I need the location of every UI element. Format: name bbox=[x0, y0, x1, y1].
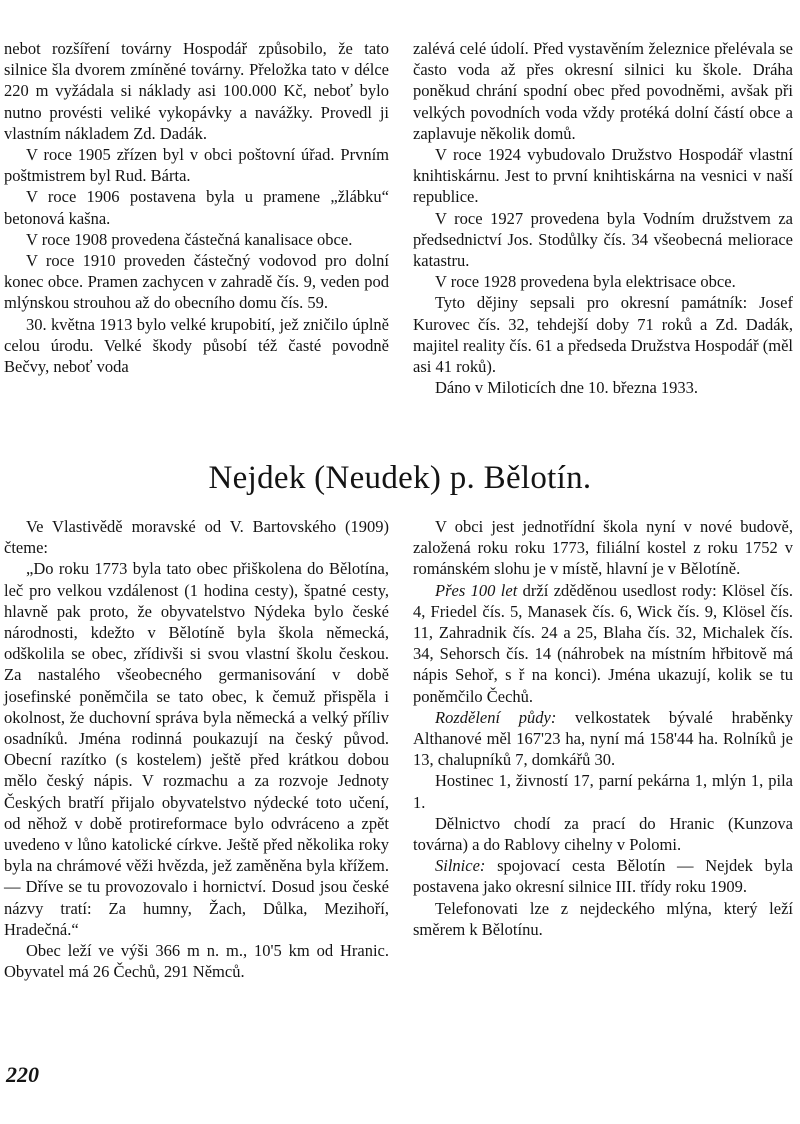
paragraph bbox=[413, 855, 793, 897]
paragraph-lead: Silnice: bbox=[435, 856, 486, 876]
paragraph bbox=[413, 580, 793, 707]
paragraph: V roce 1908 provedena částečná kanalisace obce. bbox=[26, 229, 353, 249]
paragraph: 30. května 1913 bylo velké krupobití, jež zničilo úplně celou úrodu. Velké škody působí též časté povodně Bečvy, neboť voda bbox=[4, 314, 389, 377]
paragraph: Dáno v Miloticích dne 10. března 1933. bbox=[435, 378, 699, 398]
paragraph-text: velkostatek bývalé hraběnky Althanové měl 167'23 ha, nyní má 158'44 ha. Rolníků je 13, chalupníků 7, domkářů 30. bbox=[413, 707, 793, 770]
paragraph: V roce 1928 provedena byla elektrisace obce. bbox=[435, 272, 736, 292]
bottom-right-column bbox=[413, 516, 793, 940]
top-right-column bbox=[413, 38, 793, 398]
bottom-left-column bbox=[4, 516, 389, 982]
paragraph-text: Hostinec 1, živností 17, parní pekárna 1, mlýn 1, pila 1. bbox=[413, 771, 793, 812]
paragraph-lead: Přes 100 let bbox=[435, 580, 518, 600]
paragraph: Obec leží ve výši 366 m n. m., 10'5 km od Hranic. Obyvatel má 26 Čechů, 291 Němců. bbox=[4, 941, 389, 982]
paragraph-text: Telefonovati lze z nejdeckého mlýna, který leží směrem k Bělotínu. bbox=[413, 898, 793, 939]
paragraph: V roce 1905 zřízen byl v obci poštovní úřad. Prvním poštmistrem byl Rud. Bárta. bbox=[4, 145, 389, 186]
paragraph-text: Dělnictvo chodí za prací do Hranic (Kunzova továrna) a do Rablovy cihelny v Polomi. bbox=[413, 813, 793, 855]
section-title: Nejdek (Neudek) p. Bělotín. bbox=[208, 460, 592, 496]
paragraph bbox=[413, 516, 793, 580]
paragraph-text: spojovací cesta Bělotín — Nejdek byla postavena jako okresní silnice III. třídy roku 1909. bbox=[413, 856, 793, 897]
paragraph bbox=[413, 813, 793, 855]
paragraph-text: drží zděděnou usedlost rody: Klösel čís. 4, Friedel čís. 5, Manasek čís. 6, Wick čís. 9, Klösel čís. 11, Zahradnik čís. 24 a 25, Blaha čís. 32, Michalek čís. 34, Sehorsch čís. 14 (náhrobek na místním hřbitově má nápis Sehoř, s ř na konci). Jména ukazují, kolik se tu poněmčilo Čechů. bbox=[413, 580, 793, 706]
paragraph-lead: Rozdělení půdy: bbox=[435, 707, 557, 727]
paragraph: V roce 1924 vybudovalo Družstvo Hospodář vlastní knihtiskárnu. Jest to první knihtiskárna na vesnici v naší republice. bbox=[413, 145, 793, 207]
paragraph: Tyto dějiny sepsali pro okresní památník: Josef Kurovec čís. 32, tehdejší doby 71 roků a Zd. Dadák, majitel reality čís. 61 a předseda Družstva Hospodář (měl asi 41 roků). bbox=[413, 293, 793, 377]
paragraph-text: V obci jest jednotřídní škola nyní v nové budově, založená roku roku 1773, filiální kostel z roku 1752 v románském slohu je v místě, hlavní je v Bělotíně. bbox=[413, 517, 793, 579]
paragraph bbox=[413, 898, 793, 940]
paragraph: V roce 1906 postavena byla u pramene „žlábku“ betonová kašna. bbox=[4, 187, 389, 228]
quote-paragraph: „Do roku 1773 byla tato obec přiškolena do Bělotína, leč pro velkou vzdálenost (1 hodina cesty), špatné cesty, hlavně pak proto, že obyvatelstvo Nýdeka bylo české národnosti, kdežto v Bělotíně byla škola německá, odškolila se obec, zřídivši si svou vlastní školu českou. Za nastalého všeobecného germanisování v době josefinské poněmčila se tato obec, k čemuž přispěla i okolnost, že duchovní správa byla německá a velký příliv osadníků. Jména rodinná poukazují na český původ. Obecní razítko (s kostelem) ještě před krátkou dobou mělo český nápis. V rozmachu a za rozvoje Jednoty Českých bratří přijalo obyvatelstvo nýdecké toto učení, od něhož v době protireformace bylo odvráceno a zpět uvedeno v lůno katolické církve. Ještě před několika roky byla na chrámové věži hvězda, jež zaměněna byla křížem. — Dříve se tu provozovalo i hornictví. Dosud jsou české názvy tratí: Za humny, Žach, Důlka, Mezihoří, Hradečná.“ bbox=[4, 559, 389, 939]
paragraph bbox=[413, 770, 793, 812]
paragraph bbox=[413, 707, 793, 771]
paragraph: Ve Vlastivědě moravské od V. Bartovského (1909) čteme: bbox=[4, 517, 389, 558]
page-number: 220 bbox=[6, 1062, 39, 1087]
paragraph: zalévá celé údolí. Před vystavěním železnice přelévala se často voda až přes okresní silnici ku škole. Dráha poněkud chrání spodní obec před povodněmi, avšak při velkých povodních voda vždy protéká dolní částí obce a zaplavuje několik domů. bbox=[413, 39, 793, 143]
top-left-column bbox=[4, 38, 389, 377]
paragraph: V roce 1910 proveden částečný vodovod pro dolní konec obce. Pramen zachycen v zahradě čís. 9, veden pod mlýnskou strouhou až do obecního domu čís. 59. bbox=[4, 251, 389, 313]
paragraph: V roce 1927 provedena byla Vodním družstvem za předsednictví Jos. Stodůlky čís. 34 všeobecná meliorace katastru. bbox=[413, 208, 793, 271]
paragraph: nebot rozšíření továrny Hospodář způsobilo, že tato silnice šla dvorem zmíněné továrny. Přeložka tato v délce 220 m vyžádala si náklady asi 100.000 Kč, neboť bylo nutno provésti veliké vykopávky a navážky. Provedl ji vlastním nákladem Zd. Dadák. bbox=[4, 39, 389, 143]
